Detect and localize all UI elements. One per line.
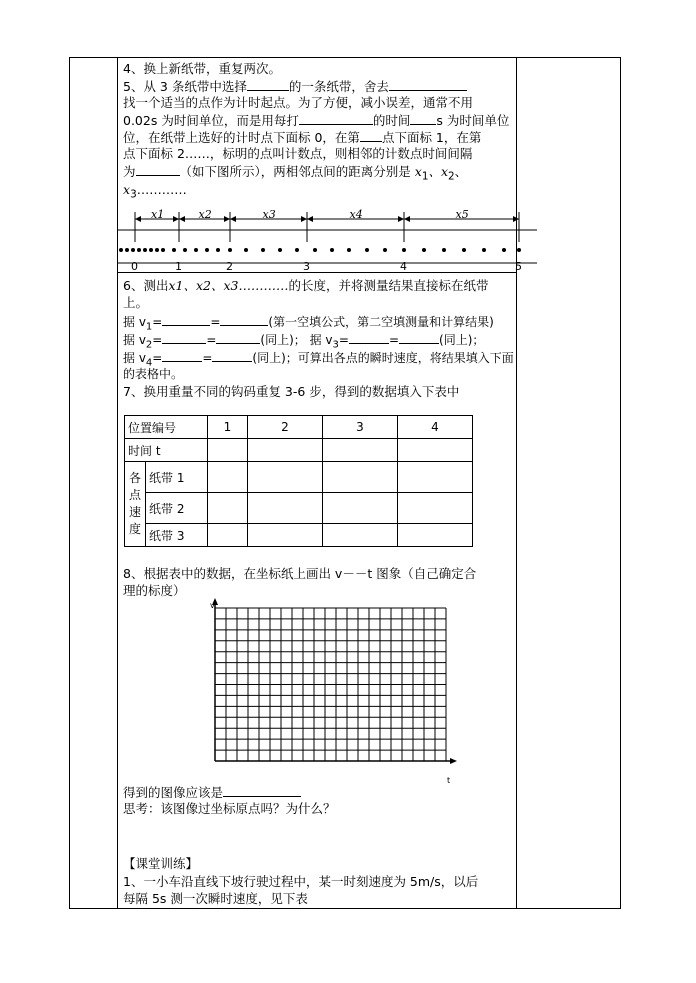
row-group-label: 各 点 速 度	[125, 462, 146, 547]
step-5-line-1: 5、从 3 条纸带中选择 的一条纸带，舍去	[123, 78, 513, 96]
step-6-line-6: 的表格中。	[123, 367, 184, 381]
tape-dot	[216, 248, 220, 252]
count-label: 1	[175, 260, 182, 273]
arrow-head	[179, 216, 185, 222]
interval-label: x5	[455, 208, 469, 221]
tape-dot	[502, 248, 506, 252]
table-cell[interactable]	[398, 524, 473, 547]
tape-dot	[131, 248, 135, 252]
table-cell[interactable]	[248, 493, 323, 524]
table-cell[interactable]	[323, 462, 398, 493]
table-header-cell: 3	[323, 416, 398, 439]
step-8-line-2: 理的标度）	[123, 583, 186, 598]
section-heading-class-training: 【课堂训练】	[123, 856, 199, 871]
row-label-tape: 纸带 1	[146, 462, 208, 493]
step-4-text: 4、换上新纸带，重复两次。	[123, 61, 281, 76]
step-5-line-2: 找一个适当的点作为计时起点。为了方便，减小误差，通常不用	[123, 95, 474, 110]
arrow-head	[301, 216, 307, 222]
table-cell[interactable]	[398, 462, 473, 493]
table-cell[interactable]	[248, 524, 323, 547]
table-row	[125, 493, 473, 524]
count-label: 0	[131, 260, 138, 273]
table-cell[interactable]	[323, 439, 398, 462]
tape-dot	[183, 248, 187, 252]
arrow-head	[513, 216, 519, 222]
tape-dot	[442, 248, 446, 252]
tape-dot	[402, 248, 406, 252]
table-header-cell: 位置编号	[125, 416, 208, 439]
arrow-head	[224, 216, 230, 222]
step-6-v2-v3: 据 $v_2=$ = (同上)； 据 $v_3=$ = (同上)；	[123, 333, 485, 351]
table-cell[interactable]	[398, 493, 473, 524]
step-8-line-1: 8、根据表中的数据，在坐标纸上画出 v－－t 图象（自己确定合	[123, 566, 477, 581]
tape-dot	[194, 248, 198, 252]
arrow-head	[135, 216, 141, 222]
step-5-line-6: 为 （如下图所示），两相邻点间的距离分别是 $x_1$、$x_2$、	[123, 164, 468, 183]
tape-dot	[462, 248, 466, 252]
tape-dot	[383, 248, 387, 252]
graph-result-question: 得到的图像应该是	[123, 784, 513, 802]
table-cell[interactable]	[208, 524, 248, 547]
count-label: 2	[226, 260, 233, 273]
table-cell[interactable]	[323, 524, 398, 547]
table-header-cell: 1	[208, 416, 248, 439]
tape-dot	[422, 248, 426, 252]
axis-label-v: v	[210, 601, 215, 610]
tape-dot	[347, 248, 351, 252]
tape-dot	[205, 248, 209, 252]
think-question: 思考：该图像过坐标原点吗？为什么？	[123, 801, 336, 816]
tape-dot	[365, 248, 369, 252]
data-table	[124, 415, 473, 547]
tape-dot	[482, 248, 486, 252]
arrow-head	[230, 216, 236, 222]
arrow-head	[173, 216, 179, 222]
arrow-head	[398, 216, 404, 222]
tape-dot	[313, 248, 317, 252]
axis-label-t: t	[447, 776, 451, 785]
exercise-1-line-1: 1、一小车沿直线下坡行驶过程中，某一时刻速度为 5m/s，以后	[123, 874, 479, 889]
table-header-cell: 2	[248, 416, 323, 439]
t-axis-arrow	[450, 758, 457, 764]
table-cell[interactable]	[398, 439, 473, 462]
row-label-tape: 纸带 2	[146, 493, 208, 524]
interval-label: x4	[349, 208, 363, 221]
paper-tape-diagram	[117, 205, 537, 275]
tape-dot	[125, 248, 129, 252]
tape-dot	[143, 248, 147, 252]
tape-dot	[278, 248, 282, 252]
step-5-line-3: 0.02s 为时间单位，而是用每打 的时间 s 为时间单位	[123, 113, 510, 128]
table-cell[interactable]	[208, 493, 248, 524]
interval-label: x2	[198, 208, 212, 221]
table-row	[125, 462, 473, 493]
count-label: 4	[400, 260, 407, 273]
table-cell[interactable]	[248, 439, 323, 462]
exercise-1-line-2: 每隔 5s 测一次瞬时速度，见下表	[123, 891, 308, 906]
count-label: 3	[303, 260, 310, 273]
step-5-line-5: 点下面标 2……，标明的点叫计数点，则相邻的计数点时间间隔	[123, 146, 473, 161]
tape-dot	[161, 248, 165, 252]
table-cell[interactable]	[208, 439, 248, 462]
step-6-v4: 据 $v_4=$ = (同上)；可算出各点的瞬时速度，将结果填入下面	[123, 351, 514, 369]
tape-dot	[295, 248, 299, 252]
tape-dot	[137, 248, 141, 252]
column-divider-left	[117, 57, 118, 909]
step-6-line-1: 6、测出x1、x2、x3…………的长度，并将测量结果直接标在纸带	[123, 278, 489, 293]
interval-label: x3	[262, 208, 276, 221]
table-cell[interactable]	[248, 462, 323, 493]
tape-dot	[517, 248, 521, 252]
table-cell[interactable]	[208, 462, 248, 493]
tape-dot	[228, 248, 232, 252]
tape-dot	[119, 248, 123, 252]
step-5-line-4: 位，在纸带上选好的计时点下面标 0，在第 点下面标 1，在第	[123, 130, 482, 145]
tape-dot	[155, 248, 159, 252]
table-cell[interactable]	[323, 493, 398, 524]
step-5-line-7: $x_3\dots\dots\dots\dots$	[123, 182, 187, 201]
tape-dot	[244, 248, 248, 252]
step-6-line-2: 上。	[123, 295, 149, 310]
table-row	[125, 439, 473, 462]
row-label-time: 时间 t	[125, 439, 208, 462]
arrow-head	[404, 216, 410, 222]
arrow-head	[307, 216, 313, 222]
column-divider-right	[516, 57, 517, 909]
count-label: 5	[515, 260, 522, 273]
step-6-v1: 据 $v_1=$ = (第一空填公式，第二空填测量和计算结果)	[123, 315, 494, 333]
tape-dot	[149, 248, 153, 252]
row-label-tape: 纸带 3	[146, 524, 208, 547]
step-7-text: 7、换用重量不同的钩码重复 3-6 步，得到的数据填入下表中	[123, 384, 460, 399]
interval-label: x1	[151, 208, 165, 221]
table-header-cell: 4	[398, 416, 473, 439]
table-header-row	[125, 416, 473, 439]
tape-dot	[330, 248, 334, 252]
tape-dot	[261, 248, 265, 252]
tape-dot	[172, 248, 176, 252]
table-row	[125, 524, 473, 547]
graph-paper[interactable]	[205, 598, 465, 788]
